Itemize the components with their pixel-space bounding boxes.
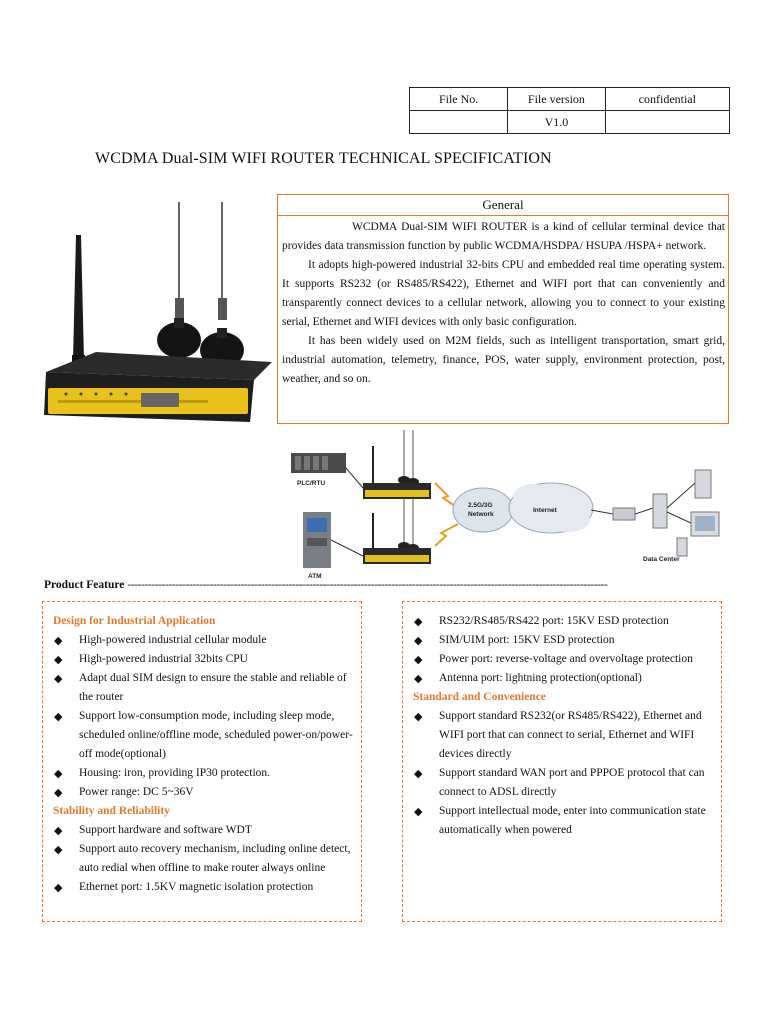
list-item: ◆ Power range: DC 5~36V [53, 783, 357, 802]
list-item: ◆ Antenna port: lightning protection(optional) [413, 669, 717, 688]
general-paragraph-3: It has been widely used on M2M fields, such as intelligent transportation, smart grid, industrial automation, telemetry, finance, POS, water supply, environment protection, post, weather, and so on. [282, 335, 725, 385]
list-item: ◆ Support auto recovery mechanism, including online detect, auto redial when offline to make router always online [53, 840, 357, 878]
list-item: ◆ High-powered industrial cellular module [53, 631, 357, 650]
product-feature-divider: -------------------------------------------------------------------------------------------------------------------------------------------- [127, 579, 608, 591]
router-top [363, 430, 431, 499]
file-no-header: File No. [410, 88, 508, 111]
confidential-header: confidential [605, 88, 729, 111]
protection-list [413, 612, 717, 688]
internet-label: Internet [533, 507, 557, 514]
data-center [591, 470, 719, 563]
right-feature-box [402, 601, 722, 922]
list-item: ◆ Support low-consumption mode, including sleep mode, scheduled online/offline mode, scheduled power-on/power-off mode(optional) [53, 707, 357, 764]
router-bottom [363, 498, 431, 564]
atm-label: ATM [308, 573, 322, 580]
stability-title: Stability and Reliability [53, 805, 170, 817]
standard-convenience-list [413, 707, 717, 840]
standard-convenience-title: Standard and Convenience [413, 691, 546, 703]
data-center-label: Data Center [643, 556, 680, 563]
file-version-value: V1.0 [508, 111, 605, 134]
router-image [36, 190, 272, 425]
list-item: ◆ Ethernet port: 1.5KV magnetic isolation protection [53, 878, 357, 897]
file-version-header: File version [508, 88, 605, 111]
list-item: ◆ Support intellectual mode, enter into communication state automatically when powered [413, 802, 717, 840]
network-label-1: 2.5G/3G [468, 502, 493, 509]
left-feature-box [42, 601, 362, 922]
product-feature-title: Product Feature [44, 579, 125, 591]
network-label-2: Network [468, 511, 494, 518]
list-item: ◆ SIM/UIM port: 15KV ESD protection [413, 631, 717, 650]
document-title: WCDMA Dual-SIM WIFI ROUTER TECHNICAL SPECIFICATION [95, 150, 552, 167]
internet-cloud [509, 483, 593, 533]
stability-list [53, 821, 357, 897]
general-heading: General [278, 195, 728, 216]
industrial-design-list [53, 631, 357, 802]
file-info-table [409, 87, 730, 134]
industrial-design-title: Design for Industrial Application [53, 615, 216, 627]
general-paragraph-2: It adopts high-powered industrial 32-bits CPU and embedded real time operating system. It supports RS232 (or RS485/RS422), Ethernet and WIFI port that can conveniently and transparently connect devices to a cellular network, allowing you to connect to your existing serial, Ethernet and WIFI devices with only basic configuration. [282, 259, 725, 328]
plc-rtu-label: PLC/RTU [297, 480, 326, 487]
general-paragraph-1: WCDMA Dual-SIM WIFI ROUTER is a kind of cellular terminal device that provides data transmission function by public WCDMA/HSDPA/ HSUPA /HSPA+ network. [282, 221, 725, 252]
list-item: ◆ High-powered industrial 32bits CPU [53, 650, 357, 669]
confidential-value [605, 111, 729, 134]
general-section [277, 194, 729, 424]
list-item: ◆ Adapt dual SIM design to ensure the stable and reliable of the router [53, 669, 357, 707]
cellular-network-cloud [453, 488, 513, 532]
list-item: ◆ Housing: iron, providing IP30 protection. [53, 764, 357, 783]
file-info-header-row [410, 88, 730, 111]
list-item: ◆ Support hardware and software WDT [53, 821, 357, 840]
network-diagram [283, 428, 743, 580]
list-item: ◆ RS232/RS485/RS422 port: 15KV ESD protection [413, 612, 717, 631]
plc-rtu-device [291, 453, 346, 487]
list-item: ◆ Support standard RS232(or RS485/RS422), Ethernet and WIFI port that can connect to serial, Ethernet and WIFI devices directly [413, 707, 717, 764]
general-body [278, 216, 728, 389]
atm-device [303, 512, 331, 580]
list-item: ◆ Support standard WAN port and PPPOE protocol that can connect to ADSL directly [413, 764, 717, 802]
file-info-value-row [410, 111, 730, 134]
list-item: ◆ Power port: reverse-voltage and overvoltage protection [413, 650, 717, 669]
file-no-value [410, 111, 508, 134]
product-feature-header [44, 579, 730, 591]
